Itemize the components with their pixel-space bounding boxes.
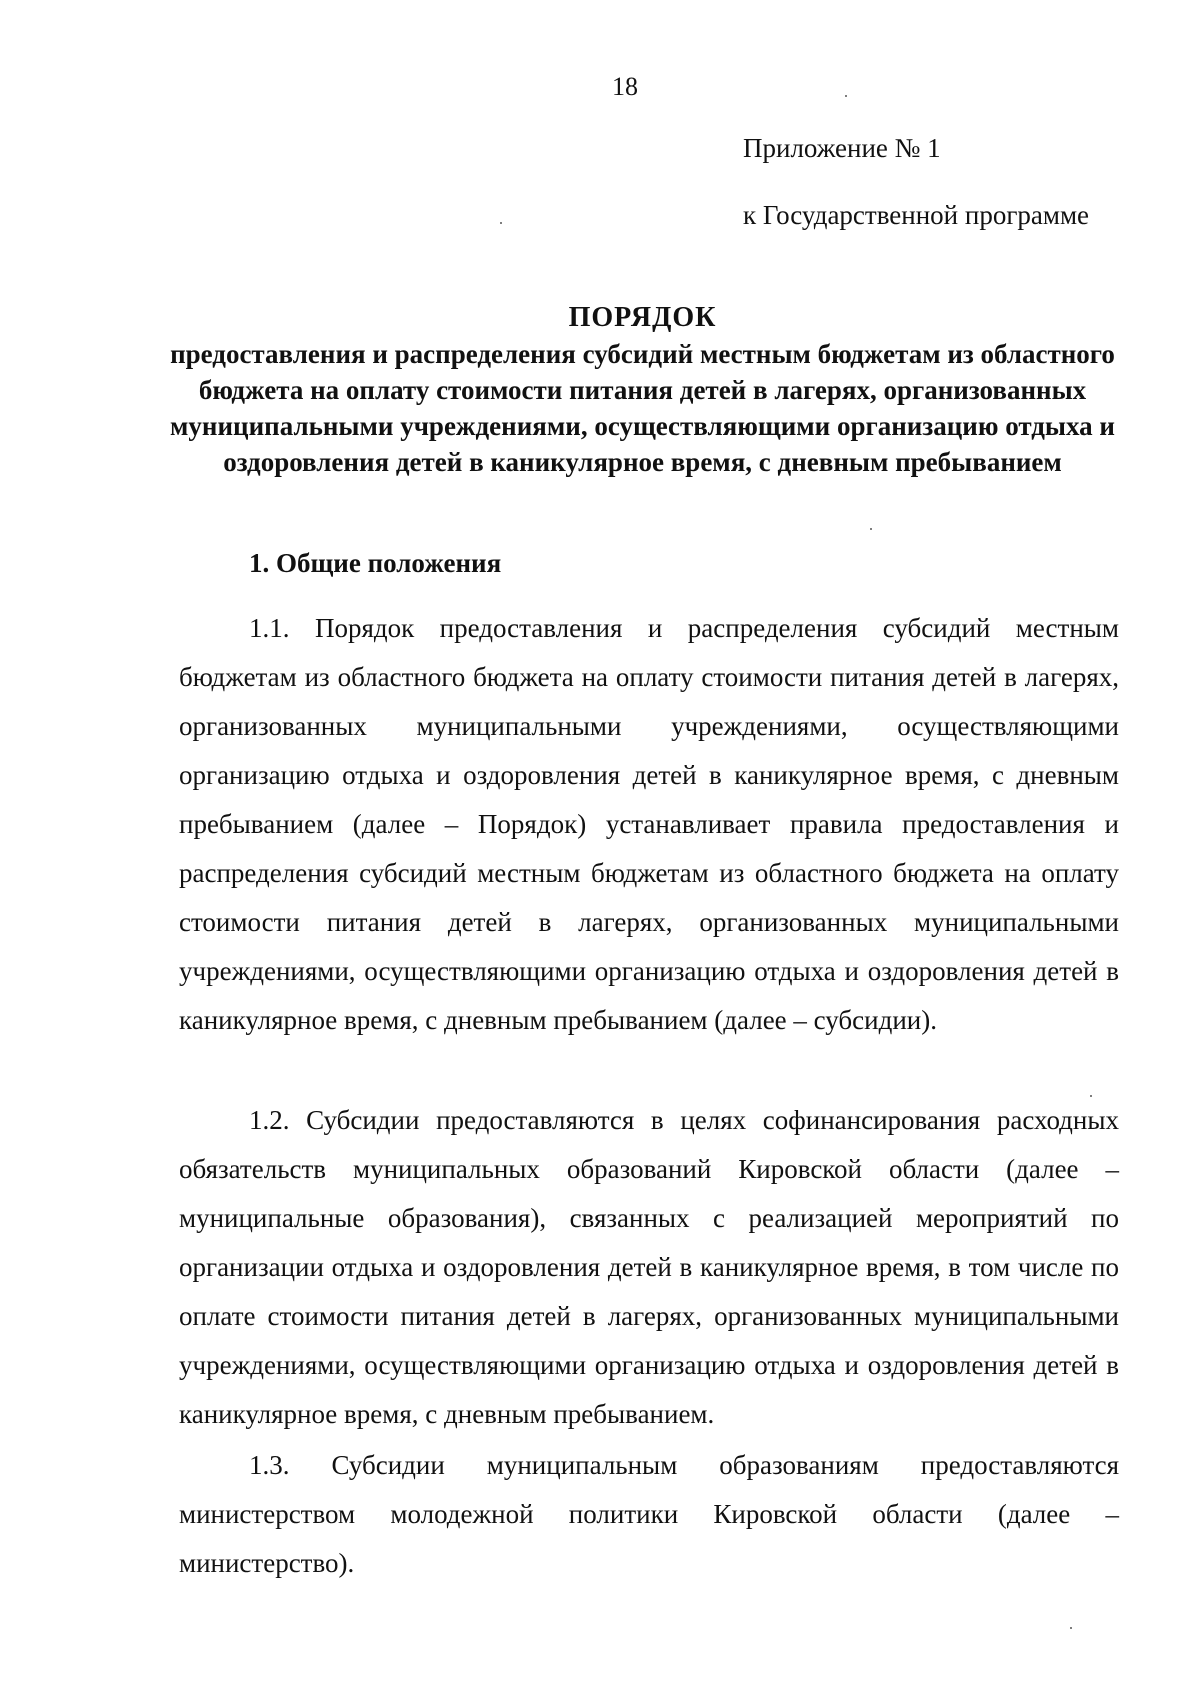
page-number: 18: [612, 72, 638, 101]
appendix-number: Приложение № 1: [743, 133, 941, 163]
paragraph-1-3: 1.3. Субсидии муниципальным образованиям предоставляются министерством молодежной политики Кировской области (далее – министерство).: [179, 1450, 1119, 1578]
scan-speck: [500, 222, 502, 224]
document-title: ПОРЯДОК: [568, 302, 717, 333]
scan-speck: [1070, 1627, 1072, 1629]
document-subtitle: предоставления и распределения субсидий местным бюджетам из областного бюджета на оплату стоимости питания детей в лагерях, организованных муниципальными учреждениями, осуществляющими организацию отдыха и оздоровления детей в каникулярное время, с дневным пребыванием: [170, 339, 1115, 477]
document-title-block: [170, 300, 1115, 480]
paragraph-1-2: 1.2. Субсидии предоставляются в целях софинансирования расходных обязательств муниципальных образований Кировской области (далее – муниципальные образования), связанных с реализацией мероприятий по организации отдыха и оздоровления детей в каникулярное время, в том числе по оплате стоимости питания детей в лагерях, организованных муниципальными учреждениями, осуществляющими организацию отдыха и оздоровления детей в каникулярное время, с дневным пребыванием.: [179, 1105, 1119, 1429]
scan-speck: [845, 95, 847, 97]
scan-speck: [1090, 1095, 1092, 1097]
section-heading: 1. Общие положения: [249, 548, 502, 578]
appendix-reference: к Государственной программе: [743, 200, 1090, 230]
paragraph-1-1: 1.1. Порядок предоставления и распределения субсидий местным бюджетам из областного бюджета на оплату стоимости питания детей в лагерях, организованных муниципальными учреждениями, осуществляющими организацию отдыха и оздоровления детей в каникулярное время, с дневным пребыванием (далее – Порядок) устанавливает правила предоставления и распределения субсидий местным бюджетам из областного бюджета на оплату стоимости питания детей в лагерях, организованных муниципальными учреждениями, осуществляющими организацию отдыха и оздоровления детей в каникулярное время, с дневным пребыванием (далее – субсидии).: [179, 613, 1119, 1035]
scan-speck: [870, 528, 872, 530]
